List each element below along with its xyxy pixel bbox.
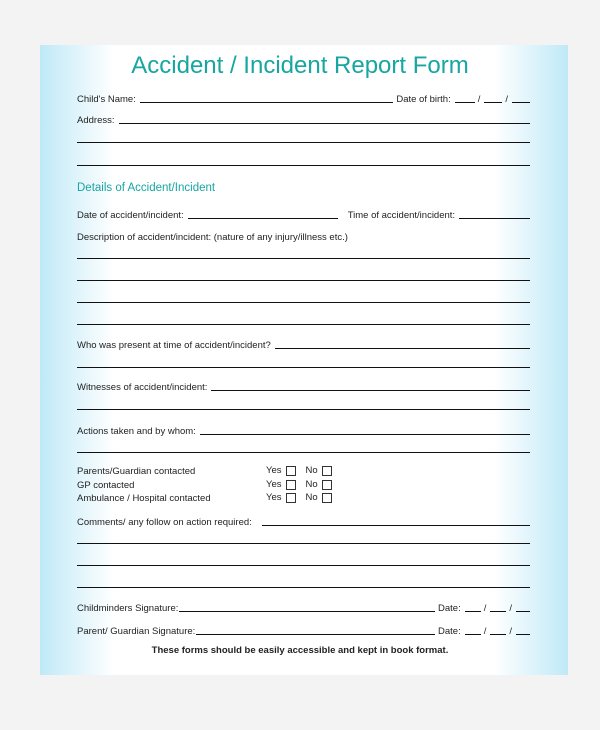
address-field[interactable] bbox=[119, 115, 531, 124]
description-label: Description of accident/incident: (nature of any injury/illness etc.) bbox=[77, 232, 348, 243]
dob-month-field[interactable] bbox=[484, 94, 502, 103]
parent-signature-row bbox=[77, 623, 530, 637]
actions-row bbox=[77, 423, 530, 437]
comments-field[interactable] bbox=[262, 517, 530, 526]
parents-contacted-yes-checkbox[interactable] bbox=[286, 466, 296, 476]
signature-date-label: Date: bbox=[438, 603, 461, 614]
dob-year-field[interactable] bbox=[512, 94, 530, 103]
comments-line[interactable] bbox=[77, 587, 530, 588]
description-line[interactable] bbox=[77, 280, 530, 281]
parent-signature-field[interactable] bbox=[196, 626, 435, 635]
actions-label: Actions taken and by whom: bbox=[77, 426, 196, 437]
parents-contacted-label: Parents/Guardian contacted bbox=[77, 466, 196, 477]
who-present-line[interactable] bbox=[77, 367, 530, 368]
address-row bbox=[77, 112, 530, 126]
yes-label: Yes bbox=[266, 465, 282, 476]
date-separator: / bbox=[509, 603, 512, 614]
parents-contacted-no-checkbox[interactable] bbox=[322, 466, 332, 476]
gp-contacted-no-checkbox[interactable] bbox=[322, 480, 332, 490]
incident-date-label: Date of accident/incident: bbox=[77, 210, 184, 221]
childs-name-label: Child's Name: bbox=[77, 94, 136, 105]
gp-contacted-yes-checkbox[interactable] bbox=[286, 480, 296, 490]
incident-date-field[interactable] bbox=[188, 210, 338, 219]
details-heading: Details of Accident/Incident bbox=[77, 182, 216, 194]
signature-date-month-field[interactable] bbox=[490, 626, 506, 635]
comments-label: Comments/ any follow on action required: bbox=[77, 517, 252, 528]
date-separator: / bbox=[483, 626, 487, 637]
childminder-signature-field[interactable] bbox=[179, 603, 435, 612]
parents-contacted-options bbox=[266, 465, 342, 476]
signature-date-month-field[interactable] bbox=[490, 603, 506, 612]
signature-date-day-field[interactable] bbox=[465, 603, 481, 612]
signature-date-day-field[interactable] bbox=[465, 626, 481, 635]
ambulance-contacted-options bbox=[266, 492, 342, 503]
date-separator: / bbox=[505, 94, 508, 105]
no-label: No bbox=[305, 479, 318, 490]
childs-name-row bbox=[77, 91, 530, 105]
who-present-label: Who was present at time of accident/incident? bbox=[77, 340, 271, 351]
date-separator: / bbox=[509, 626, 512, 637]
ambulance-contacted-no-checkbox[interactable] bbox=[322, 493, 332, 503]
ambulance-contacted-yes-checkbox[interactable] bbox=[286, 493, 296, 503]
signature-date-year-field[interactable] bbox=[516, 626, 530, 635]
footer-note: These forms should be easily accessible and kept in book format. bbox=[151, 645, 449, 656]
actions-field[interactable] bbox=[200, 426, 530, 435]
form-sheet bbox=[40, 45, 568, 675]
childminder-signature-label: Childminders Signature: bbox=[77, 603, 179, 614]
ambulance-contacted-label: Ambulance / Hospital contacted bbox=[77, 493, 211, 504]
description-row bbox=[77, 229, 530, 243]
gp-contacted-label: GP contacted bbox=[77, 480, 135, 491]
address-line[interactable] bbox=[77, 165, 530, 166]
comments-row bbox=[77, 514, 530, 528]
dob-day-field[interactable] bbox=[455, 94, 475, 103]
yes-label: Yes bbox=[266, 492, 282, 503]
form-title: Accident / Incident Report Form bbox=[131, 52, 469, 79]
address-label: Address: bbox=[77, 115, 115, 126]
childminder-signature-row bbox=[77, 600, 530, 614]
incident-time-label: Time of accident/incident: bbox=[347, 210, 456, 221]
date-separator: / bbox=[477, 94, 481, 105]
date-time-row bbox=[77, 207, 530, 221]
witnesses-line[interactable] bbox=[77, 409, 530, 410]
date-separator: / bbox=[483, 603, 487, 614]
actions-line[interactable] bbox=[77, 452, 530, 453]
description-line[interactable] bbox=[77, 324, 530, 325]
description-line[interactable] bbox=[77, 302, 530, 303]
yes-label: Yes bbox=[266, 479, 282, 490]
witnesses-field[interactable] bbox=[211, 382, 530, 391]
signature-date-label: Date: bbox=[438, 626, 461, 637]
comments-line[interactable] bbox=[77, 565, 530, 566]
date-of-birth-label: Date of birth: bbox=[396, 94, 451, 105]
signature-date-year-field[interactable] bbox=[516, 603, 530, 612]
address-line[interactable] bbox=[77, 142, 530, 143]
no-label: No bbox=[305, 492, 318, 503]
parent-signature-label: Parent/ Guardian Signature: bbox=[77, 626, 196, 637]
description-line[interactable] bbox=[77, 258, 530, 259]
childs-name-field[interactable] bbox=[140, 94, 393, 103]
gp-contacted-options bbox=[266, 479, 342, 490]
comments-line[interactable] bbox=[77, 543, 530, 544]
witnesses-label: Witnesses of accident/incident: bbox=[77, 382, 208, 393]
incident-time-field[interactable] bbox=[459, 210, 530, 219]
who-present-row bbox=[77, 337, 530, 351]
no-label: No bbox=[305, 465, 318, 476]
witnesses-row bbox=[77, 379, 530, 393]
who-present-field[interactable] bbox=[275, 340, 530, 349]
